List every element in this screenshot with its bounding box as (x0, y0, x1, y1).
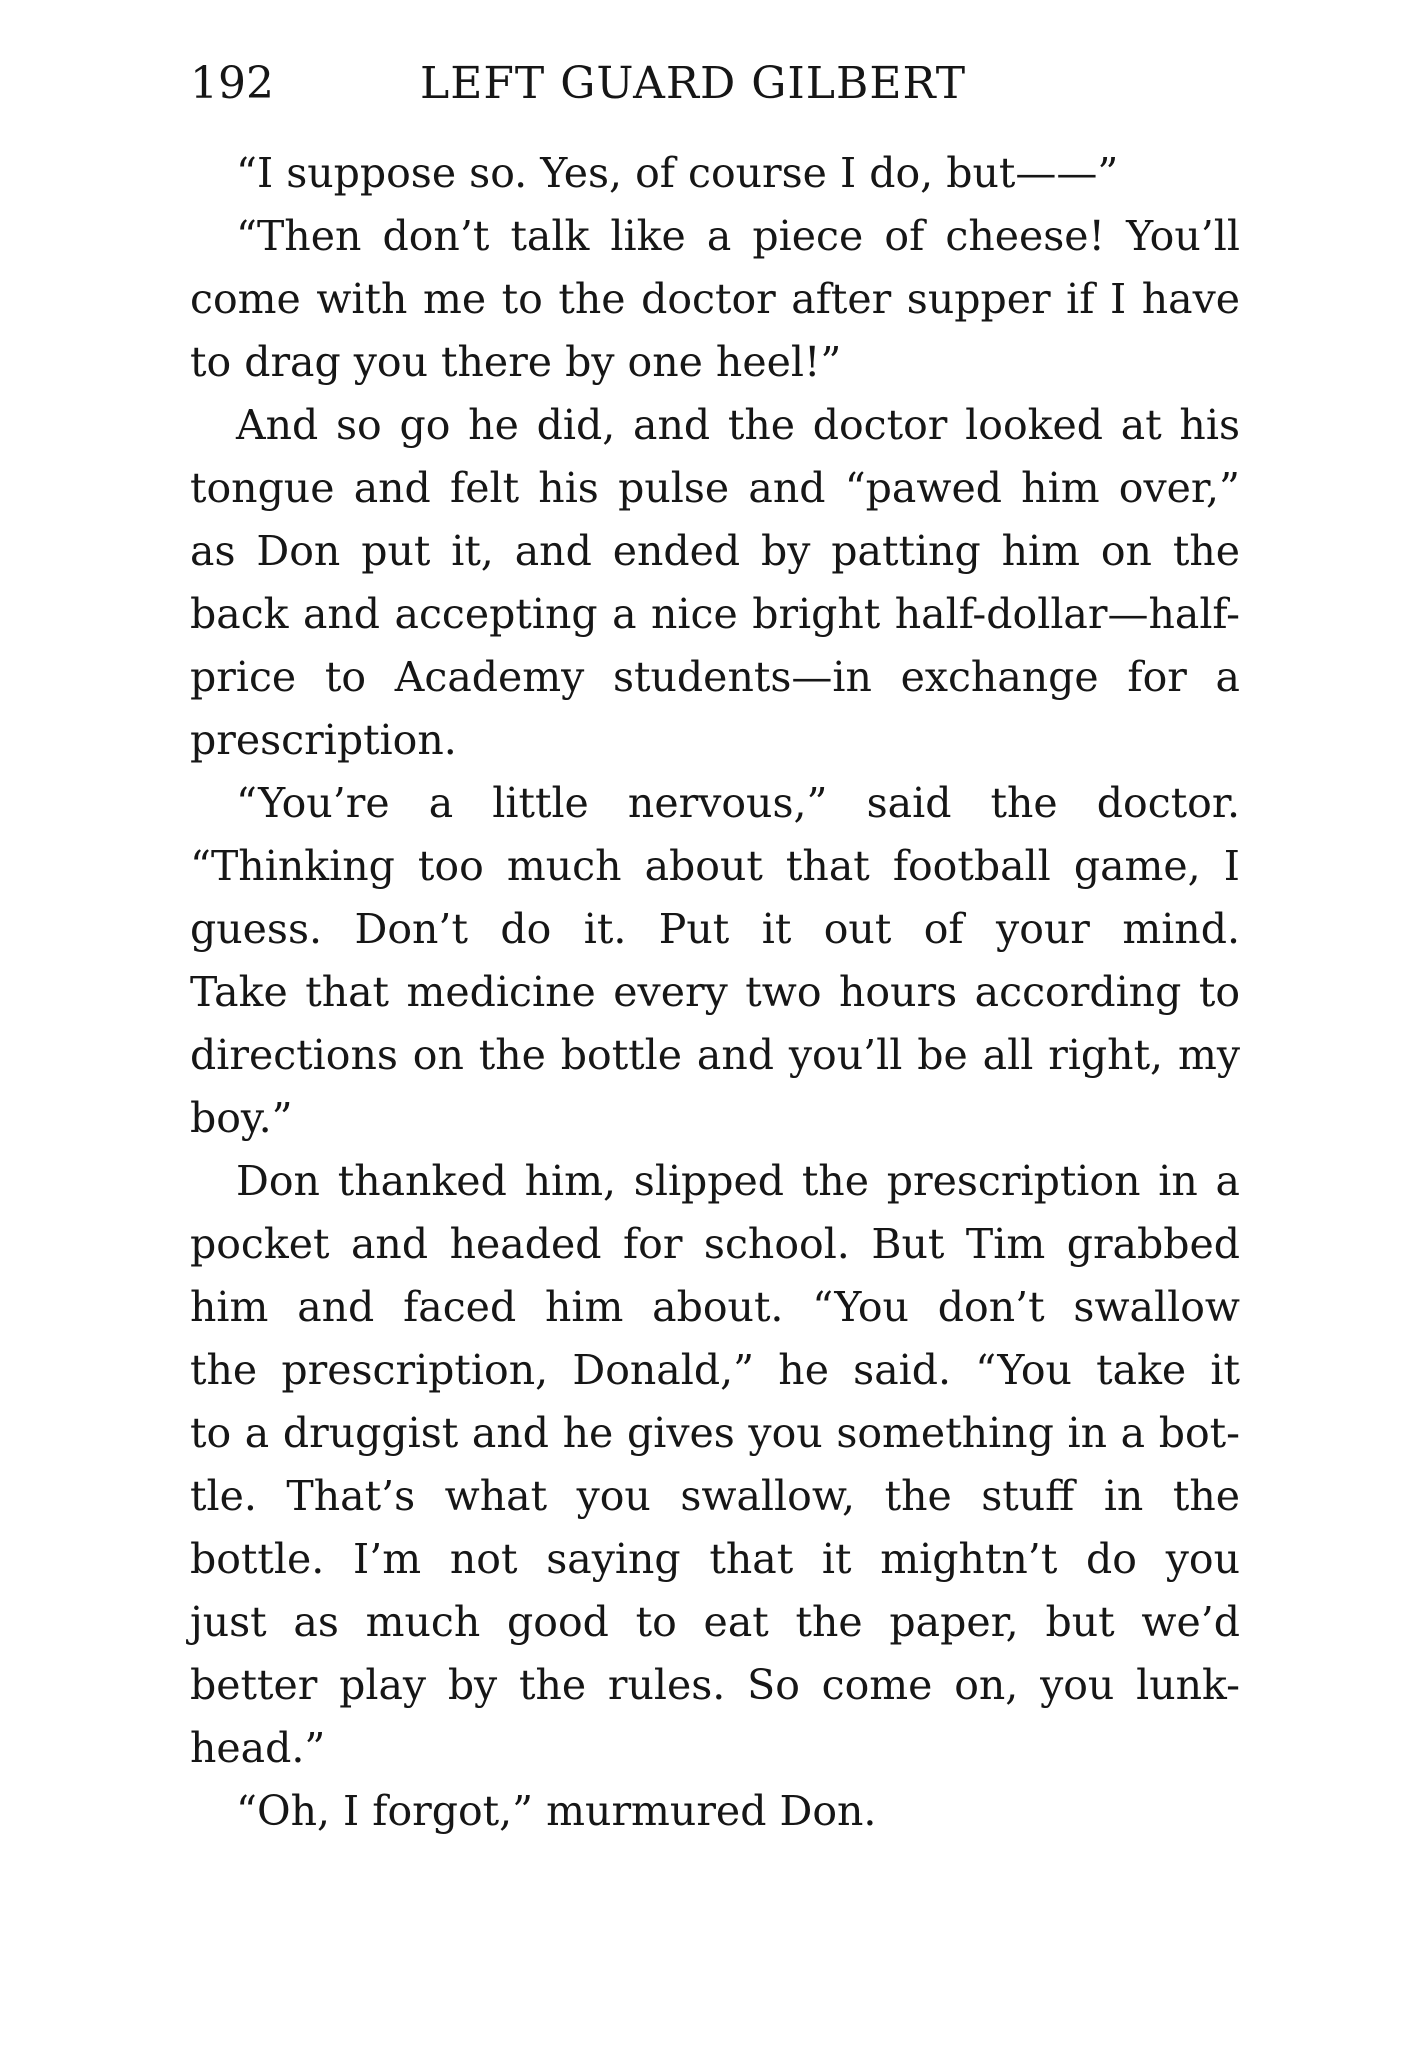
text-line: guess. Don’t do it. Put it out of your mind. (190, 905, 1240, 953)
text-line: tongue and felt his pulse and “pawed him over,” (190, 464, 1240, 512)
body-text (190, 142, 1240, 1843)
text-line: just as much good to eat the paper, but we’d (190, 1598, 1240, 1646)
text-line: “You’re a little nervous,” said the doctor. (236, 779, 1240, 827)
text-line: directions on the bottle and you’ll be all right, my (190, 1031, 1240, 1079)
text-line: better play by the rules. So come on, you lunk- (190, 1661, 1240, 1709)
text-line: Don thanked him, slipped the prescription in a (236, 1157, 1240, 1205)
text-line: to a druggist and he gives you something in a bot- (190, 1409, 1240, 1457)
text-line: “Then don’t talk like a piece of cheese! You’ll (236, 212, 1240, 260)
text-line: boy.” (190, 1094, 293, 1142)
text-line: to drag you there by one heel!” (190, 338, 842, 386)
text-line: price to Academy students—in exchange for a (190, 653, 1240, 701)
text-line: bottle. I’m not saying that it mightn’t do you (190, 1535, 1240, 1583)
text-line: prescription. (190, 716, 457, 764)
text-line: the prescription, Donald,” he said. “You take it (190, 1346, 1240, 1394)
text-line: head.” (190, 1724, 326, 1772)
text-line: back and accepting a nice bright half-dollar—half- (190, 590, 1240, 638)
text-line: pocket and headed for school. But Tim grabbed (190, 1220, 1240, 1268)
text-line: as Don put it, and ended by patting him on the (190, 527, 1240, 575)
text-line: “I suppose so. Yes, of course I do, but——” (236, 149, 1119, 197)
text-line: “Thinking too much about that football game, I (190, 842, 1240, 890)
text-line: tle. That’s what you swallow, the stuff in the (190, 1472, 1240, 1520)
text-line: Take that medicine every two hours according to (190, 968, 1240, 1016)
page-number: 192 (190, 58, 274, 109)
text-line: “Oh, I forgot,” murmured Don. (236, 1787, 877, 1835)
text-line: him and faced him about. “You don’t swallow (190, 1283, 1240, 1331)
text-line: And so go he did, and the doctor looked at his (236, 401, 1240, 449)
text-line: come with me to the doctor after supper if I have (190, 275, 1240, 323)
page-header (190, 52, 1240, 116)
running-head: LEFT GUARD GILBERT (420, 58, 967, 109)
